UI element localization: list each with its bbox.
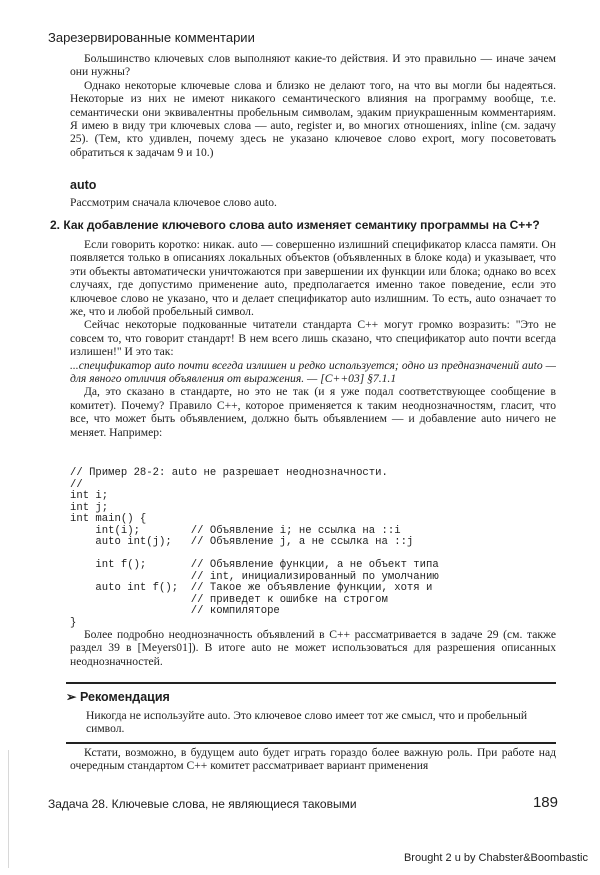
standard-quote: ...спецификатор auto почти всегда излишен и редко используется; одно из предназначений auto — для явного отличия объявления от выражения. — [C++03] §7.1.1 bbox=[70, 358, 556, 386]
answer-section bbox=[70, 238, 556, 439]
code-line: auto int(j); // Объявление j, а не ссылка на ::j bbox=[70, 536, 414, 548]
answer-paragraph-1: Если говорить коротко: никак. auto — совершенно излишний спецификатор класса памяти. Он появляется только в описаниях локальных объектов (объявленных в блоке кода) и указывает, что эти объекты автоматически уничтожаются при завершении их функции или блока; однако во всех случаях, где допустимо применение auto, предполагается именно такое поведение, если это ключевое слово не указано, что и делает спецификатор auto излишним. То есть, auto означает то же, что и любой пробельный символ. bbox=[70, 238, 556, 319]
recommendation-top-rule bbox=[66, 682, 556, 684]
code-line: // bbox=[70, 478, 83, 491]
arrow-marker-icon: ➢ bbox=[66, 690, 77, 704]
page-number: 189 bbox=[532, 794, 558, 811]
code-line: auto int f(); // Такое же объявление функции, хотя и bbox=[70, 582, 433, 594]
scan-edge-line bbox=[8, 750, 9, 868]
code-line: int i; bbox=[70, 490, 109, 502]
code-line: // int, инициализированный по умолчанию bbox=[70, 570, 439, 583]
code-line: int(i); // Объявление i; не ссылка на ::i bbox=[70, 524, 401, 537]
code-line: // компиляторе bbox=[70, 605, 280, 617]
recommendation-title: Рекомендация bbox=[79, 690, 170, 704]
closing-section bbox=[70, 746, 556, 773]
recommendation-text: Никогда не используйте auto. Это ключевое слово имеет тот же смысл, что и пробельный символ. bbox=[86, 709, 528, 736]
footer-chapter: Задача 28. Ключевые слова, не являющиеся таковыми bbox=[48, 797, 357, 811]
code-line: int main() { bbox=[70, 513, 147, 525]
intro-paragraph-2: Однако некоторые ключевые слова и близко не делают того, на что вы могли бы надеяться. Некоторые из них не имеют никакого семантического влияния на программу вообще, т.е. семантически они эквивалентны пробельным символам, эдаким приукрашенным комментариям. Я имею в виду три ключевых слова — auto, register и, во многих отношениях, inline (см. задачу 25). (Тем, кто удивлен, почему здесь не указано ключевое слово export, могу посоветовать обратиться к задачам 9 и 10.) bbox=[70, 78, 556, 159]
code-line: int j; bbox=[70, 501, 109, 514]
page-footer bbox=[48, 794, 558, 811]
recommendation-box bbox=[66, 682, 556, 744]
auto-intro-paragraph: Рассмотрим сначала ключевое слово auto. bbox=[70, 196, 277, 209]
recommendation-bottom-rule bbox=[66, 742, 556, 744]
code-line: // Пример 28-2: auto не разрешает неоднозначности. bbox=[70, 467, 388, 479]
auto-intro-block bbox=[70, 196, 556, 209]
code-example bbox=[70, 468, 439, 629]
after-code-section bbox=[70, 628, 556, 668]
scan-credit: Brought 2 u by Chabster&Boombastic bbox=[403, 852, 588, 864]
code-line: int f(); // Объявление функции, а не объект типа bbox=[70, 559, 439, 571]
question-heading: 2. Как добавление ключевого слова auto изменяет семантику программы на C++? bbox=[50, 218, 540, 232]
code-line: // приведет к ошибке на строгом bbox=[70, 593, 388, 606]
answer-paragraph-2: Сейчас некоторые подкованные читатели стандарта C++ могут громко возразить: "Это не совсем то, что говорит стандарт! В нем всего лишь сказано, что спецификатор auto почти всегда излишен!" И это так: bbox=[70, 318, 556, 359]
closing-paragraph: Кстати, возможно, в будущем auto будет играть гораздо более важную роль. При работе над очередным стандартом C++ комитет рассматривает вариант применения bbox=[70, 746, 556, 773]
answer-paragraph-3: Да, это сказано в стандарте, но это не так (и я уже подал соответствующее сообщение в комитет). Почему? Правило C++, которое применяется к таким неоднозначностям, гласит, что все, что может быть объявлением, должно быть объявлением — и добавление auto ничего не меняет. Например: bbox=[70, 385, 556, 439]
running-header: Зарезервированные комментарии bbox=[48, 30, 255, 45]
recommendation-heading bbox=[66, 689, 556, 704]
intro-section bbox=[70, 52, 556, 159]
after-code-paragraph: Более подробно неоднозначность объявлений в C++ рассматривается в задаче 29 (см. также раздел 39 в [Meyers01]). В итоге auto не может использоваться для разрешения описанных неоднозначностей. bbox=[70, 628, 556, 668]
intro-paragraph-1: Большинство ключевых слов выполняют какие-то действия. И это правильно — иначе зачем они нужны? bbox=[70, 52, 556, 79]
section-title-auto: auto bbox=[70, 178, 97, 192]
code-line: } bbox=[70, 616, 77, 629]
